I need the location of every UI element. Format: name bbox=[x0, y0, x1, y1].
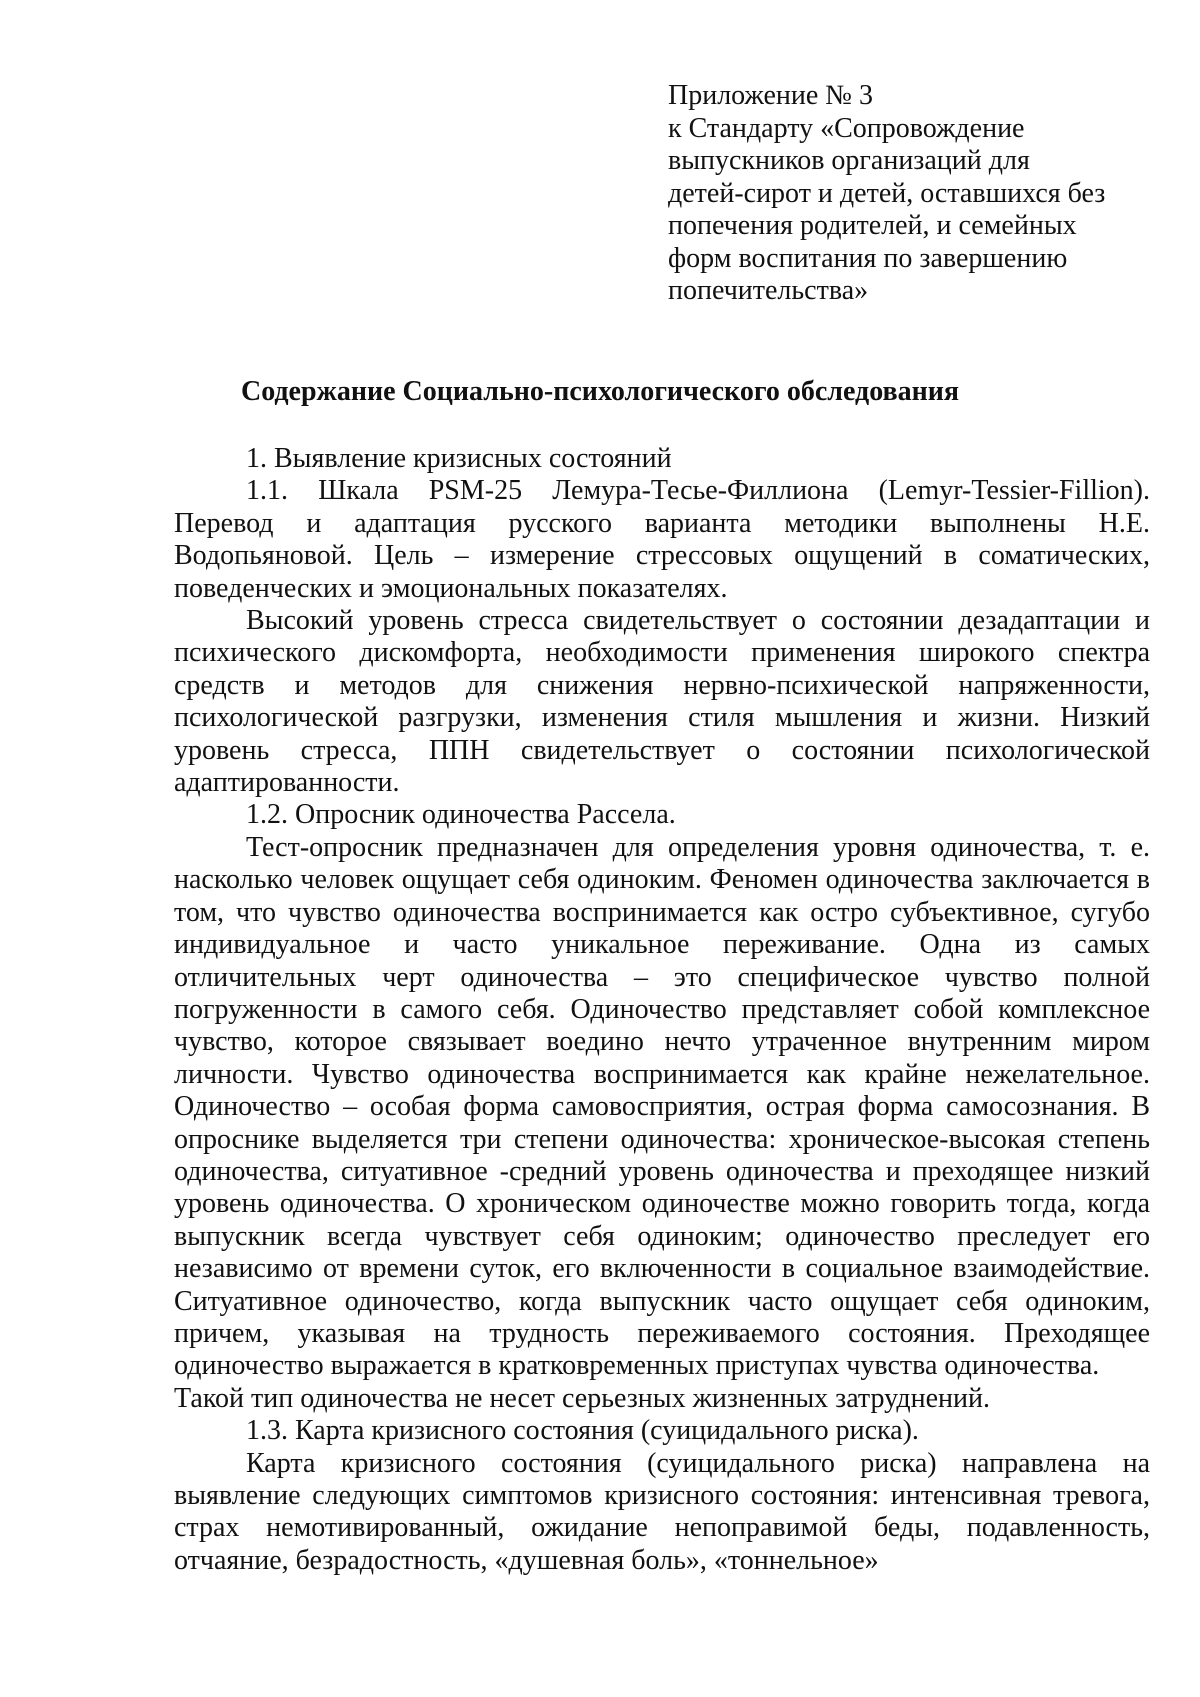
paragraph: Карта кризисного состояния (суицидального риска) направлена на выявление следующих симптомов кризисного состояния: интенсивная тревога, страх немотивированный, ожидание непоправимой беды, подавленность, отчаяние, безрадостность, «душевная боль», «тоннельное» bbox=[174, 1447, 1150, 1576]
paragraph: Высокий уровень стресса свидетельствует о состоянии дезадаптации и психического дискомфорта, необходимости применения широкого спектра средств и методов для снижения нервно-психической напряженности, психологической разгрузки, изменения стиля мышления и жизни. Низкий уровень стресса, ППН свидетельствует о состоянии психологической адаптированности. bbox=[174, 605, 1150, 799]
appendix-line: попечительства» bbox=[668, 275, 869, 306]
appendix-line: выпускников организаций для bbox=[668, 145, 1030, 176]
appendix-line: попечения родителей, и семейных bbox=[668, 210, 1077, 241]
paragraph: Такой тип одиночества не несет серьезных жизненных затруднений. bbox=[174, 1382, 990, 1414]
subsection-heading: 1.3. Карта кризисного состояния (суицидального риска). bbox=[246, 1415, 919, 1447]
subsection-heading: 1.2. Опросник одиночества Рассела. bbox=[246, 799, 676, 831]
appendix-line: форм воспитания по завершению bbox=[668, 242, 1068, 274]
appendix-header bbox=[668, 80, 1138, 308]
document-body bbox=[174, 443, 1150, 1577]
paragraph: Тест-опросник предназначен для определения уровня одиночества, т. е. насколько человек ощущает себя одиноким. Феномен одиночества заключается в том, что чувство одиночества воспринимается как остро субъективное, сугубо индивидуальное и часто уникальное переживание. Одна из самых отличительных черт одиночества – это специфическое чувство полной погруженности в самого себя. Одиночество представляет собой комплексное чувство, которое связывает воедино нечто утраченное внутренним миром личности. Чувство одиночества воспринимается как крайне нежелательное. Одиночество – особая форма самовосприятия, острая форма самосознания. В опроснике выделяется три степени одиночества: хроническое-высокая степень одиночества, ситуативное -средний уровень одиночества и преходящее низкий уровень одиночества. О хроническом одиночестве можно говорить тогда, когда выпускник всегда чувствует себя одиноким; одиночество преследует его независимо от времени суток, его включенности в социальное взаимодействие. Ситуативное одиночество, когда выпускник часто ощущает себя одиноким, причем, указывая на трудность переживаемого состояния. Преходящее одиночество выражается в кратковременных приступах чувства одиночества. bbox=[174, 831, 1150, 1382]
paragraph: 1.1. Шкала PSM-25 Лемура-Тесье-Филлиона (Lemyr-Tessier-Fillion). Перевод и адаптация русского варианта методики выполнены Н.Е. Водопьяновой. Цель – измерение стрессовых ощущений в соматических, поведенческих и эмоциональных показателях. bbox=[174, 475, 1150, 604]
appendix-line: к Стандарту «Сопровождение bbox=[668, 112, 1025, 144]
section-heading: 1. Выявление кризисных состояний bbox=[246, 443, 672, 474]
appendix-line: Приложение № 3 bbox=[668, 80, 873, 111]
document-title: Содержание Социально-психологического обследования bbox=[240, 376, 960, 407]
appendix-line: детей-сирот и детей, оставшихся без bbox=[668, 177, 1106, 209]
